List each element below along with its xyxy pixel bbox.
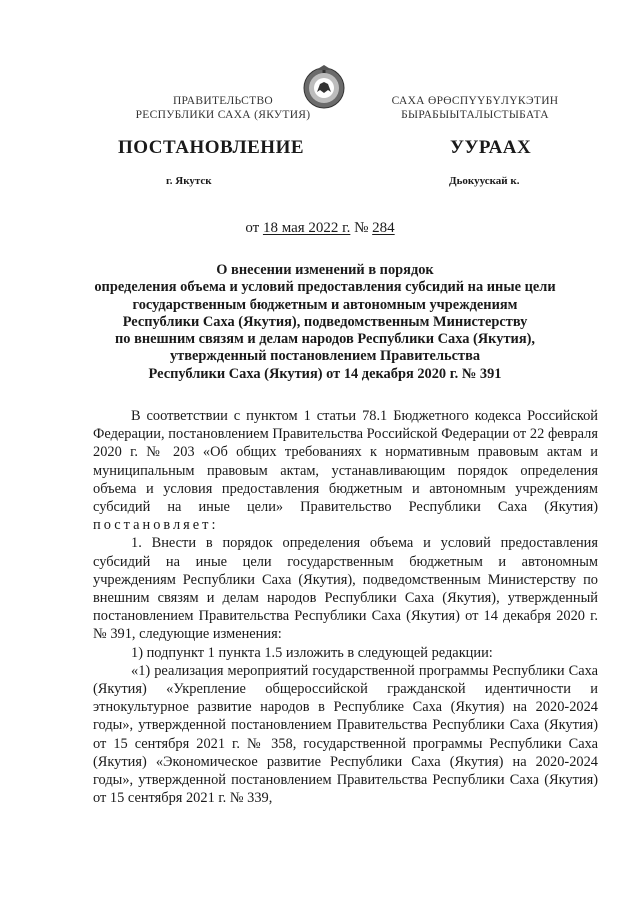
- subject-line: определения объема и условий предоставления субсидий на иные цели: [94, 279, 556, 296]
- date-prefix: от: [245, 220, 263, 236]
- header-left: [118, 94, 328, 122]
- header-right: [370, 94, 580, 122]
- header-left-line2: РЕСПУБЛИКИ САХА (ЯКУТИЯ): [135, 109, 311, 121]
- paragraph-text: В соответствии с пунктом 1 статьи 78.1 Бюджетного кодекса Российской Федерации, постановлением Правительства Российской Федерации от 22 февраля 2020 г. № 203 «Об общих требованиях к нормативным правовым актам и муниципальным правовым актам, устанавливающим порядок определения объема и условия предоставления бюджетным и автономным учреждениям субсидий на иные цели» Правительство Республики Саха (Якутия): [93, 408, 598, 516]
- subject-line: Республики Саха (Якутия) от 14 декабря 2020 г. № 391: [148, 365, 502, 382]
- city-ru: г. Якутск: [166, 175, 212, 187]
- decree-word: постановляет:: [93, 517, 219, 534]
- doc-title-ru: ПОСТАНОВЛЕНИЕ: [118, 137, 305, 158]
- doc-subject: [90, 262, 560, 383]
- paragraph: [93, 407, 598, 534]
- header-left-line1: ПРАВИТЕЛЬСТВО: [172, 95, 274, 107]
- paragraph: «1) реализация мероприятий государственной программы Республики Саха (Якутия) «Укрепление общероссийской гражданской идентичности и этнокультурное развитие народов в Республике Саха (Якутия) на 2020-2024 годы», утвержденной постановлением Правительства Республики Саха (Якутия) от 15 сентября 2021 г. № 358, государственной программы Республики Саха (Якутия) «Экономическое развитие Республики Саха (Якутия) на 2020-2024 годы», утвержденной постановлением Правительства Республики Саха (Якутия) от 15 сентября 2021 г. № 339,: [93, 662, 598, 807]
- subject-line: О внесении изменений в порядок: [216, 262, 434, 278]
- subject-line: по внешним связям и делам народов Республики Саха (Якутия),: [115, 331, 535, 348]
- header-right-line1: САХА ӨРӨСПҮҮБҮЛҮКЭТИН: [391, 95, 559, 107]
- subject-line: Республики Саха (Якутия), подведомственным Министерству: [122, 313, 528, 330]
- doc-number: 284: [372, 220, 395, 236]
- subject-line: утвержденный постановлением Правительства: [169, 348, 481, 365]
- date-line: [0, 220, 640, 237]
- coat-of-arms-icon: [302, 62, 346, 114]
- header-right-line2: БЫРАБЫЫТАЛЫСТЫБАТА: [401, 109, 549, 121]
- subject-line: государственным бюджетным и автономным учреждениям: [132, 296, 518, 313]
- doc-title-sah: УУРААХ: [450, 137, 532, 158]
- paragraph: 1) подпункт 1 пункта 1.5 изложить в следующей редакции:: [131, 644, 493, 661]
- city-sah: Дьокуускай к.: [449, 175, 520, 187]
- doc-date: 18 мая 2022 г.: [262, 220, 351, 236]
- paragraph: 1. Внести в порядок определения объема и условий предоставления субсидий на иные цели государственным бюджетным и автономным учреждениям Республики Саха (Якутия), подведомственным Министерству по внешним связям и делам народов Республики Саха (Якутия), утвержденный постановлением Правительства Республики Саха (Якутия) от 14 декабря 2020 г. № 391, следующие изменения:: [93, 535, 598, 643]
- doc-body: [93, 407, 598, 807]
- number-prefix: №: [350, 220, 373, 236]
